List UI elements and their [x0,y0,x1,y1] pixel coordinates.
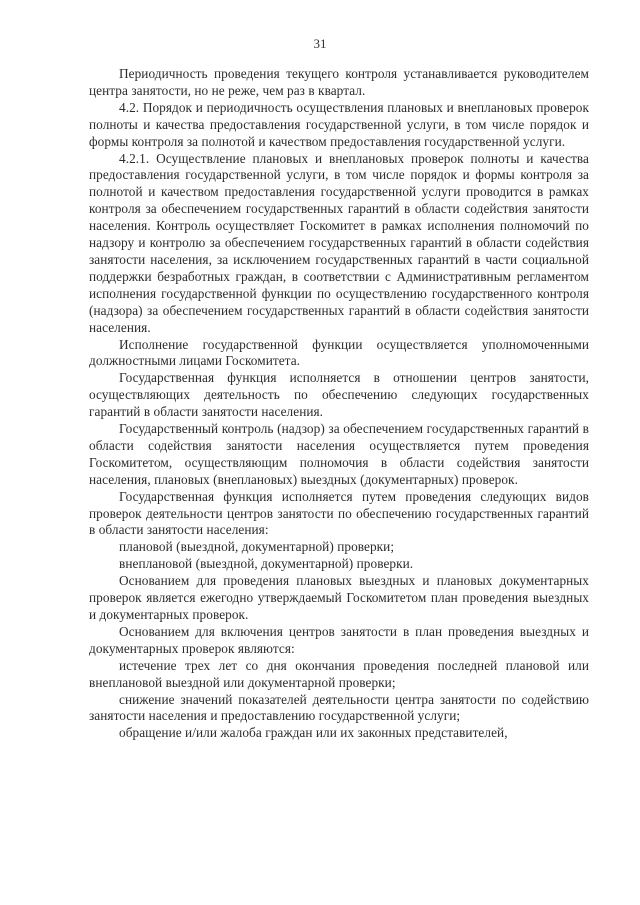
list-item-citizen-complaint: обращение и/или жалоба граждан или их законных представителей, [119,725,508,741]
list-item-indicator-decline: снижение значений показателей деятельности центра занятости по содействию занятости населения и предоставлению государственной услуги; [89,691,589,724]
paragraph-state-control: Государственный контроль (надзор) за обеспечением государственных гарантий в области содействия занятости населения осуществляется путем проведения Госкомитетом, осуществляющим полномочия в области содействия занятости населения, плановых (внеплановых) выездных (документарных) проверок. [89,421,589,487]
list-item-unplanned-inspection: внеплановой (выездной, документарной) проверки. [119,556,414,572]
document-body [89,66,589,742]
paragraph-section-4-2-1: 4.2.1. Осуществление плановых и внеплановых проверок полноты и качества предоставления государственной услуги, в том числе порядок и формы контроля за полнотой и качеством предоставления государственной услуги проводится в рамках контроля за обеспечением государственных гарантий в области содействия занятости населения. Контроль осуществляет Госкомитет в рамках исполнения полномочий по надзору и контролю за обеспечением государственных гарантий в области содействия занятости населения, за исключением государственных гарантий в части социальной поддержки безработных граждан, в соответствии с Административным регламентом исполнения государственной функции по осуществлению государственного контроля (надзора) за обеспечением государственных гарантий в области содействия занятости населения. [89,150,589,335]
page-number: 31 [313,36,327,51]
list-item-planned-inspection: плановой (выездной, документарной) проверки; [119,539,395,555]
paragraph-function-scope: Государственная функция исполняется в отношении центров занятости, осуществляющих деятельность по обеспечению следующих государственных гарантий в области занятости населения. [89,370,589,420]
list-item-three-years: истечение трех лет со дня окончания проведения последней плановой или внеплановой выездной или документарной проверки; [89,657,589,690]
paragraph-inspection-types: Государственная функция исполняется путем проведения следующих видов проверок деятельности центров занятости по обеспечению государственных гарантий в области занятости населения: [89,488,589,538]
paragraph-control-periodicity: Периодичность проведения текущего контроля устанавливается руководителем центра занятости, но не реже, чем раз в квартал. [89,66,589,98]
paragraph-planned-basis: Основанием для проведения плановых выездных и плановых документарных проверок является ежегодно утверждаемый Госкомитетом план проведения выездных и документарных проверок. [89,573,589,622]
paragraph-inclusion-basis: Основанием для включения центров занятости в план проведения выездных и документарных проверок являются: [89,623,589,656]
paragraph-section-4-2: 4.2. Порядок и периодичность осуществления плановых и внеплановых проверок полноты и качества предоставления государственной услуги, в том числе порядок и формы контроля за полнотой и качеством предоставления государственной услуги. [89,99,589,149]
paragraph-function-execution: Исполнение государственной функции осуществляется уполномоченными должностными лицами Госкомитета. [89,336,589,369]
